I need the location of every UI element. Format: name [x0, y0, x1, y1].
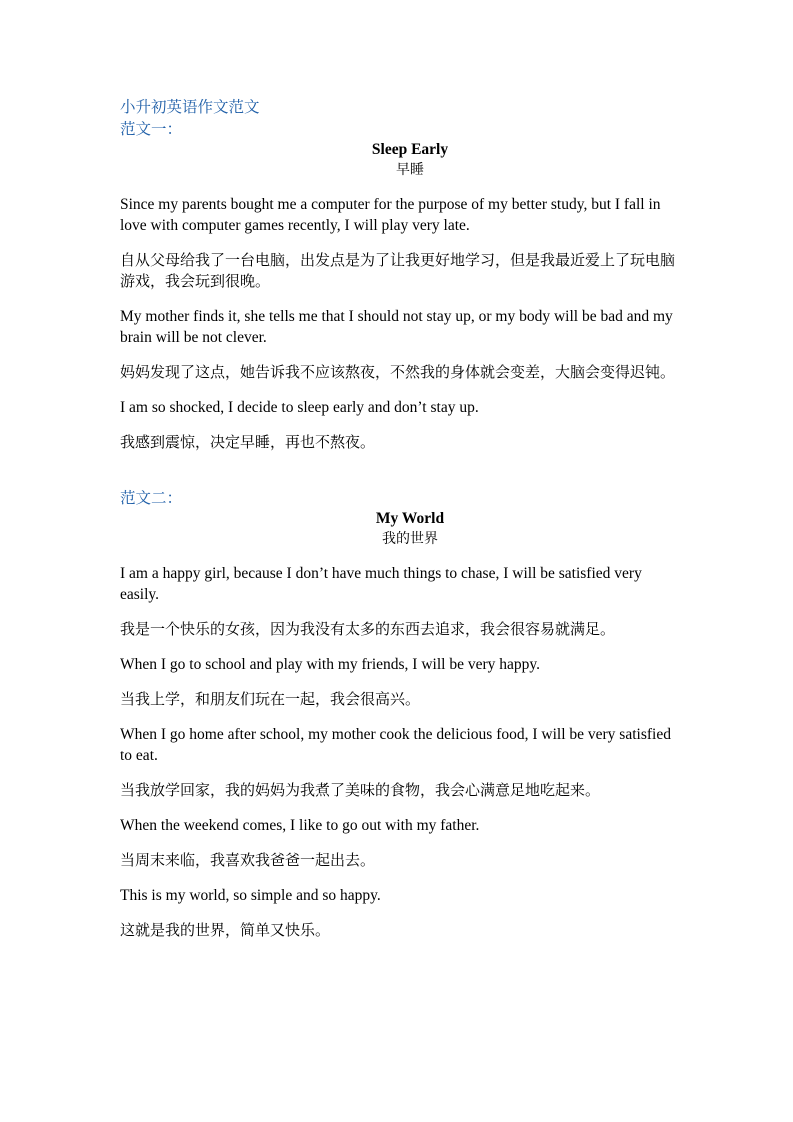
essay-title-1: Sleep Early	[371, 141, 449, 158]
paragraph-en: I am so shocked, I decide to sleep early and don’t stay up.	[120, 399, 479, 416]
paragraph-en: When the weekend comes, I like to go out with my father.	[120, 817, 480, 834]
paragraph-zh: 当周末来临，我喜欢我爸爸一起出去。	[120, 851, 376, 869]
paragraph-en: My mother finds it, she tells me that I should not stay up, or my body will be bad and my brain will be not clever.	[120, 308, 673, 346]
section-label-1: 范文一：	[120, 120, 183, 138]
document-page	[120, 96, 680, 955]
paragraph-zh: 当我上学，和朋友们玩在一起，我会很高兴。	[120, 690, 421, 708]
paragraph-zh: 自从父母给我了一台电脑，出发点是为了让我更好地学习，但是我最近爱上了玩电脑游戏，我会玩到很晚。	[120, 251, 676, 290]
paragraph-zh: 我感到震惊，决定早睡，再也不熬夜。	[120, 433, 376, 451]
paragraph-zh: 妈妈发现了这点，她告诉我不应该熬夜，不然我的身体就会变差，大脑会变得迟钝。	[120, 363, 676, 381]
paragraph-zh: 我是一个快乐的女孩，因为我没有太多的东西去追求，我会很容易就满足。	[120, 620, 616, 638]
paragraph-en: I am a happy girl, because I don’t have much things to chase, I will be satisfied very easily.	[120, 565, 642, 603]
paragraph-zh: 这就是我的世界，简单又快乐。	[120, 921, 331, 939]
essay-title-2: My World	[375, 510, 445, 527]
paragraph-en: When I go to school and play with my friends, I will be very happy.	[120, 656, 540, 673]
document-title: 小升初英语作文范文	[120, 98, 260, 116]
section-gap	[120, 467, 680, 487]
paragraph-zh: 当我放学回家，我的妈妈为我煮了美味的食物，我会心满意足地吃起来。	[120, 781, 601, 799]
essay-subtitle-1: 早睡	[396, 162, 424, 178]
section-label-2: 范文二：	[120, 489, 183, 507]
paragraph-en: When I go home after school, my mother cook the delicious food, I will be very satisfied to eat.	[120, 726, 671, 764]
paragraph-en: This is my world, so simple and so happy.	[120, 887, 381, 904]
essay-subtitle-2: 我的世界	[382, 531, 438, 547]
paragraph-en: Since my parents bought me a computer for the purpose of my better study, but I fall in love with computer games recently, I will play very late.	[120, 196, 661, 234]
